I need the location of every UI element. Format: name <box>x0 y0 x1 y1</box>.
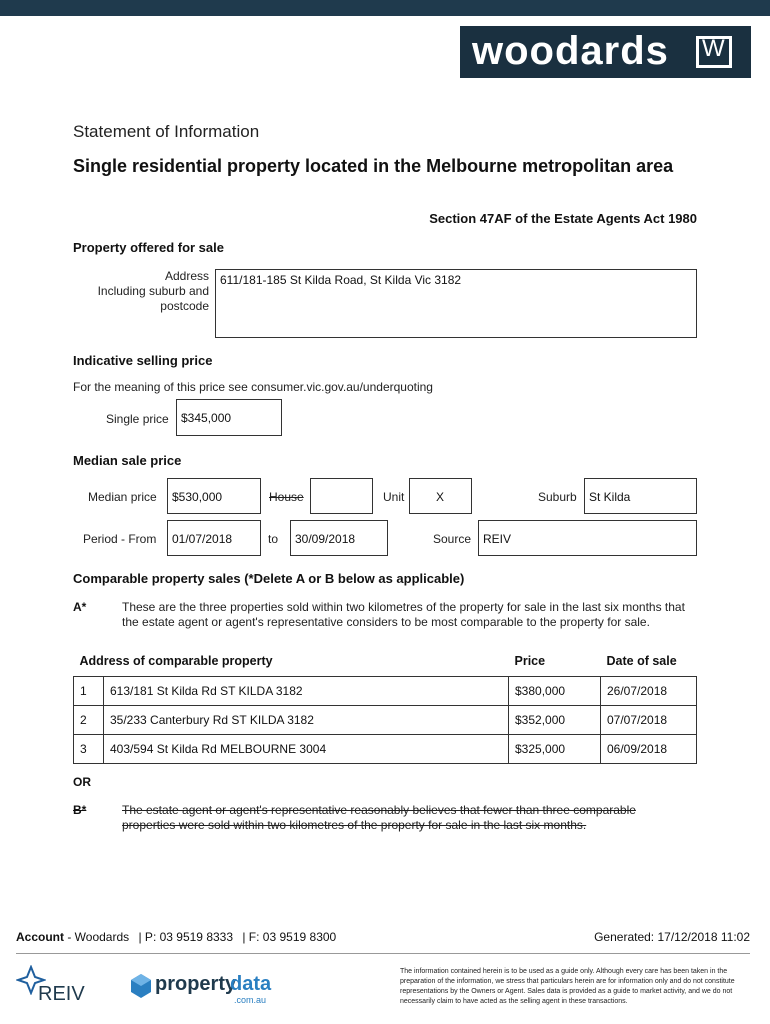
woodards-logo <box>460 26 751 78</box>
top-bar <box>0 0 770 16</box>
row-date[interactable]: 07/07/2018 <box>601 706 697 735</box>
source-label: Source <box>433 532 472 546</box>
median-heading: Median sale price <box>73 453 182 468</box>
row-address[interactable]: 403/594 St Kilda Rd MELBOURNE 3004 <box>104 735 509 764</box>
footer-divider <box>16 953 750 954</box>
source-field[interactable]: REIV <box>478 520 697 556</box>
or-label: OR <box>73 775 91 789</box>
row-price[interactable]: $325,000 <box>509 735 601 764</box>
median-price-label: Median price <box>88 490 157 504</box>
property-heading: Property offered for sale <box>73 240 224 255</box>
period-from-label: Period - From <box>83 532 157 546</box>
logo-mark <box>696 36 732 68</box>
house-label: House <box>269 490 304 504</box>
address-label: Address <box>164 269 209 283</box>
address-field[interactable]: 611/181-185 St Kilda Road, St Kilda Vic 3182 <box>215 269 697 338</box>
act-section: Section 47AF of the Estate Agents Act 1980 <box>429 211 697 226</box>
logo-mark-letter: W <box>702 35 726 62</box>
comparable-heading: Comparable property sales (*Delete A or B below as applicable) <box>73 571 465 586</box>
footer-account <box>16 930 336 944</box>
comparable-table <box>73 652 697 764</box>
logo-text: woodards <box>472 29 669 73</box>
row-address[interactable]: 35/233 Canterbury Rd ST KILDA 3182 <box>104 706 509 735</box>
propertydata-logo <box>130 970 270 1010</box>
underquoting-note: For the meaning of this price see consumer.vic.gov.au/underquoting <box>73 380 433 394</box>
table-header-row <box>74 652 697 677</box>
option-b-label: B* <box>73 803 87 817</box>
column-header-address: Address of comparable property <box>79 654 273 668</box>
footer-phone: | P: 03 9519 8333 <box>138 930 234 944</box>
propertydata-hex-icon <box>130 973 152 999</box>
single-price-field[interactable]: $345,000 <box>176 399 282 436</box>
propertydata-domain: .com.au <box>234 995 267 1005</box>
address-label-postcode: postcode <box>160 299 209 313</box>
account-label: Account <box>16 930 64 944</box>
address-label-suburb: Including suburb and <box>97 284 209 298</box>
account-value: - Woodards <box>64 930 130 944</box>
table-row <box>74 735 697 764</box>
propertydata-word-2: data <box>230 973 272 995</box>
median-price-field[interactable]: $530,000 <box>167 478 261 514</box>
reiv-logo <box>16 965 106 1009</box>
generated-timestamp: Generated: 17/12/2018 11:02 <box>594 930 750 944</box>
table-row <box>74 706 697 735</box>
period-to-field[interactable]: 30/09/2018 <box>290 520 388 556</box>
row-date[interactable]: 26/07/2018 <box>601 677 697 706</box>
column-header-price: Price <box>514 654 546 668</box>
column-header-date: Date of sale <box>606 654 677 668</box>
unit-label: Unit <box>383 490 405 504</box>
suburb-label: Suburb <box>538 490 577 504</box>
suburb-field[interactable]: St Kilda <box>584 478 697 514</box>
document-title: Single residential property located in the Melbourne metropolitan area <box>73 156 674 176</box>
row-address[interactable]: 613/181 St Kilda Rd ST KILDA 3182 <box>104 677 509 706</box>
period-to-label: to <box>268 532 279 546</box>
single-price-label: Single price <box>106 412 169 426</box>
row-number: 3 <box>74 735 104 764</box>
row-number: 2 <box>74 706 104 735</box>
row-number: 1 <box>74 677 104 706</box>
option-a-label: A* <box>73 600 87 614</box>
row-price[interactable]: $352,000 <box>509 706 601 735</box>
address-labels <box>73 269 209 314</box>
footer-fax: | F: 03 9519 8300 <box>242 930 337 944</box>
option-b-text: The estate agent or agent's representative reasonably believes that fewer than three comparable properties were sold within two kilometres of the property for sale in the last six months. <box>122 803 636 832</box>
row-price[interactable]: $380,000 <box>509 677 601 706</box>
option-a-text: These are the three properties sold within two kilometres of the property for sale in the last six months that the estate agent or agent's representative considers to be most comparable to the property for sale. <box>122 600 685 629</box>
period-from-field[interactable]: 01/07/2018 <box>167 520 261 556</box>
reiv-wordmark: REIV <box>38 983 85 1005</box>
disclaimer-text: The information contained herein is to be used as a guide only. Although every care has been taken in the preparation of the information, we stress that particulars herein are for information only and do not constitute representations by the Owners or Agent. Sales data is provided as a guide to market activity, and we do not necessarily claim to have acted as the selling agent in these transactions. <box>400 968 735 1005</box>
indicative-heading: Indicative selling price <box>73 353 213 368</box>
table-row <box>74 677 697 706</box>
unit-field[interactable]: X <box>409 478 472 514</box>
house-field[interactable] <box>310 478 373 514</box>
row-date[interactable]: 06/09/2018 <box>601 735 697 764</box>
propertydata-word-1: property <box>155 973 237 995</box>
statement-heading: Statement of Information <box>73 122 260 141</box>
